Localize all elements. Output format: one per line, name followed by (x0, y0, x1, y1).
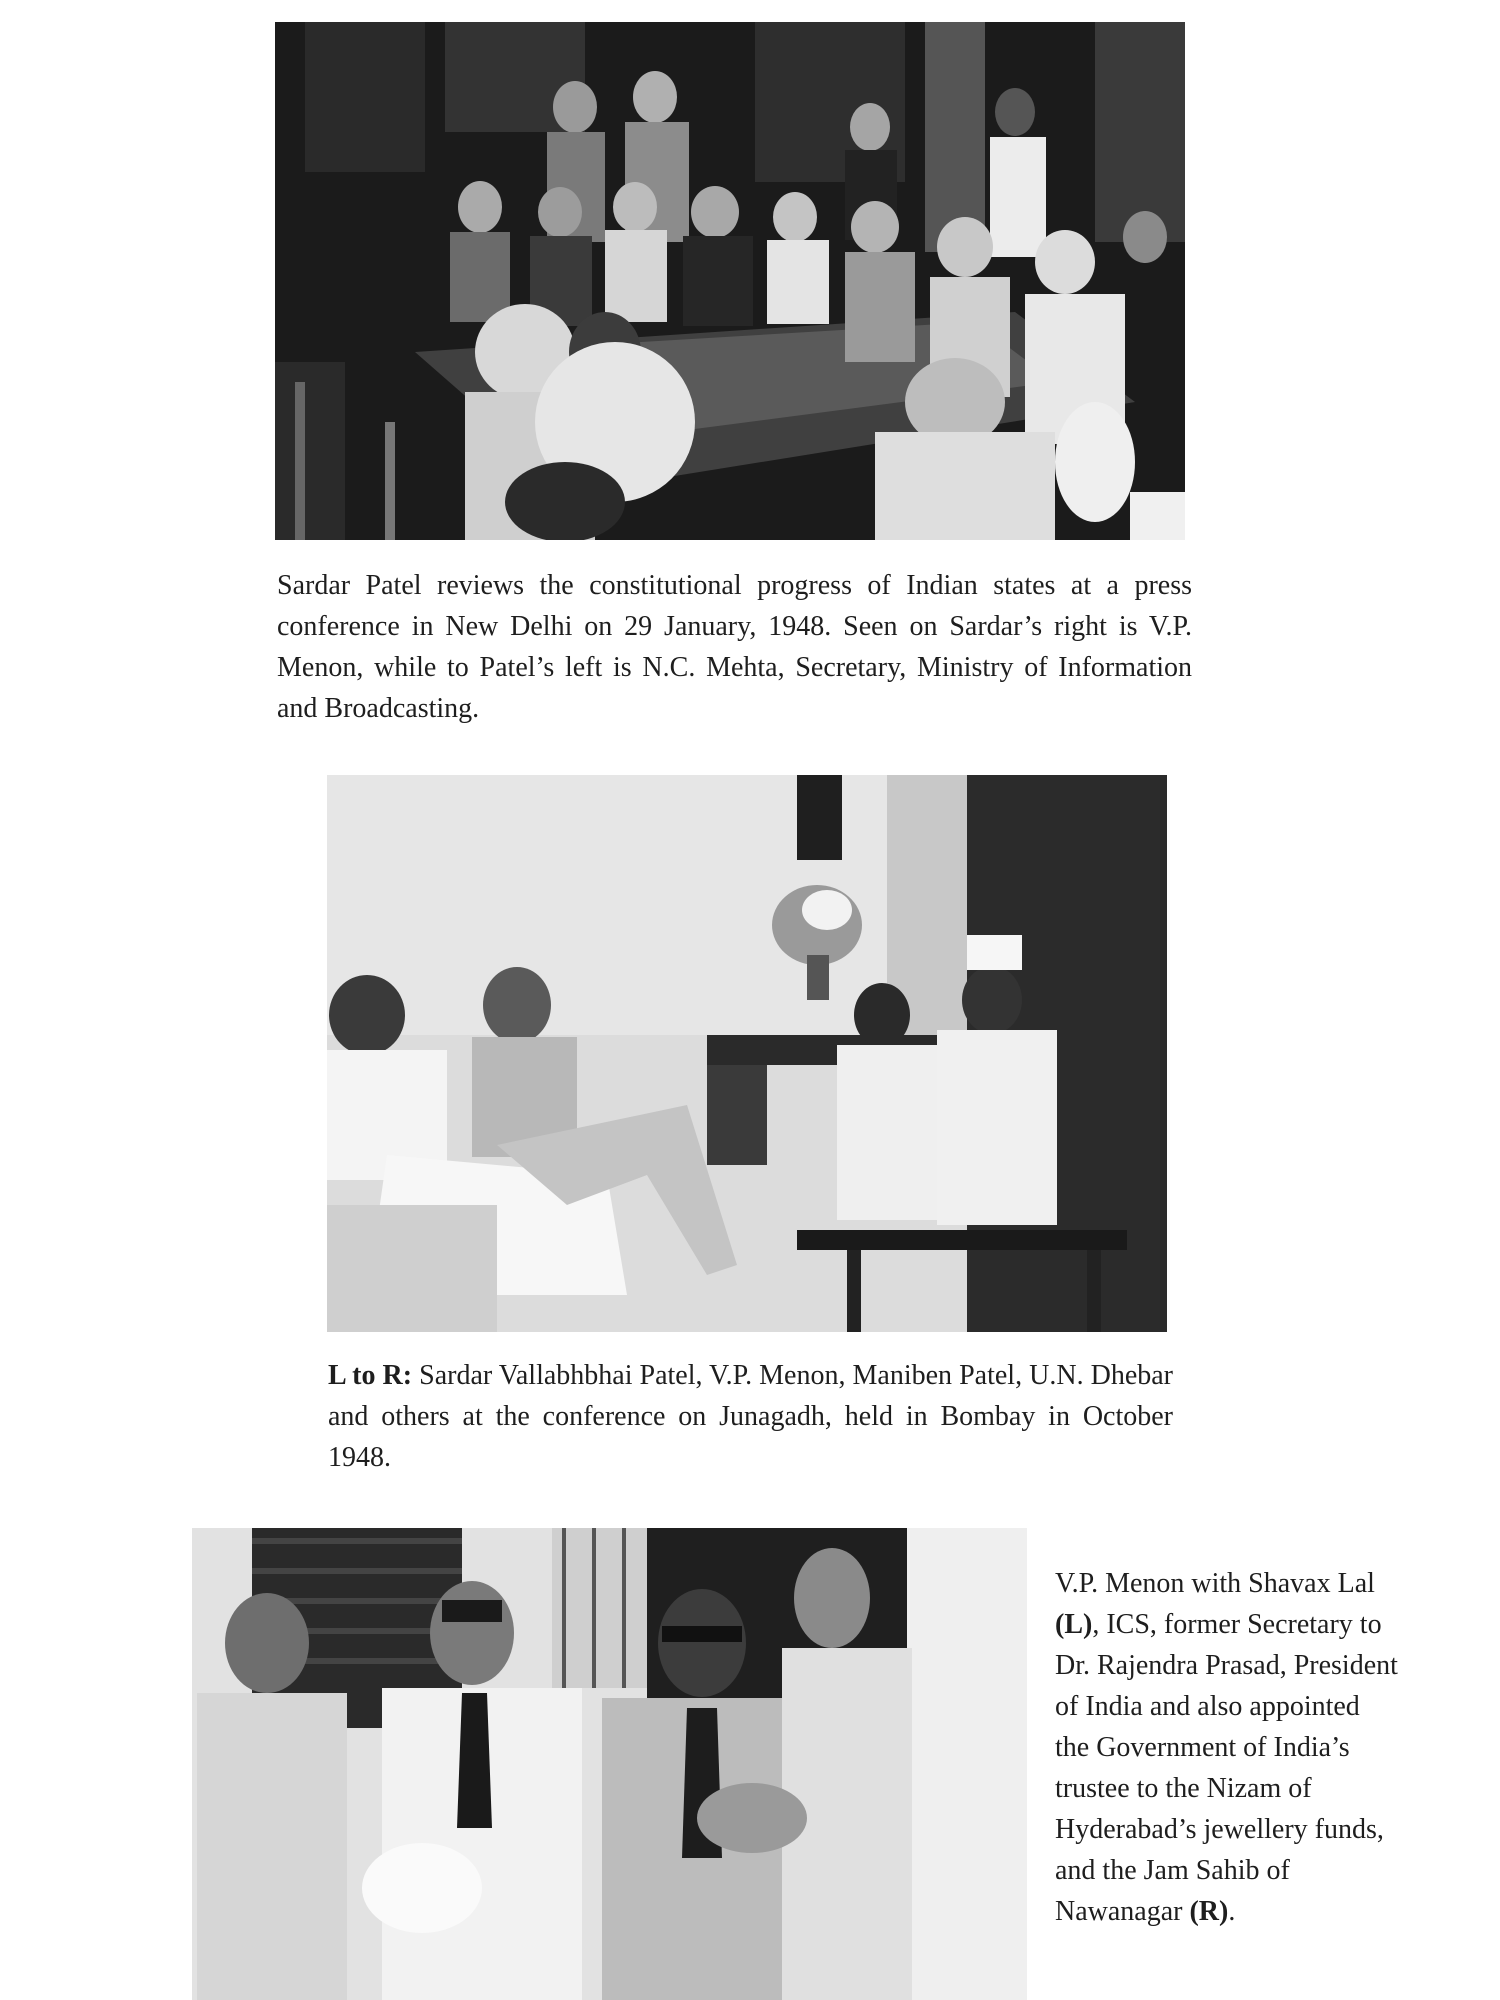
caption-junagadh-lead: L to R: (328, 1360, 413, 1391)
junagadh-conference-image (327, 775, 1167, 1332)
caption-press-conference-text: Sardar Patel reviews the constitutional progress of Indian states at a press conference in New Delhi on 29 January, 1948. Seen on Sardar’s right is V.P. Menon, while to Patel’s left is N.C. Mehta, Secretary, Ministry of Information and Broadcasting. (277, 570, 1192, 724)
caption-menon-part3: . (1228, 1896, 1236, 1927)
junagadh-conference-photo (327, 775, 1167, 1332)
caption-menon-shavax-lal (1055, 1563, 1400, 1932)
press-conference-image (275, 22, 1185, 540)
press-conference-photo (275, 22, 1185, 540)
menon-shavax-lal-image (192, 1528, 1027, 2000)
caption-menon-part2: , ICS, former Secretary to Dr. Rajendra Prasad, President of India and also appointed the Government of India’s trustee to the Nizam of Hyderabad’s jewellery funds, and the Jam Sahib of Nawanagar (1055, 1609, 1398, 1927)
caption-menon-part1: V.P. Menon with Shavax Lal (1055, 1568, 1375, 1599)
caption-junagadh-text: Sardar Vallabhbhai Patel, V.P. Menon, Maniben Patel, U.N. Dhebar and others at the conference on Junagadh, held in Bombay in October 1948. (328, 1360, 1174, 1473)
caption-junagadh-conference (328, 1355, 1173, 1478)
caption-press-conference (277, 565, 1192, 729)
menon-shavax-lal-photo (192, 1528, 1027, 2000)
caption-menon-l-marker: (L) (1055, 1609, 1093, 1640)
caption-menon-r-marker: (R) (1189, 1896, 1229, 1927)
